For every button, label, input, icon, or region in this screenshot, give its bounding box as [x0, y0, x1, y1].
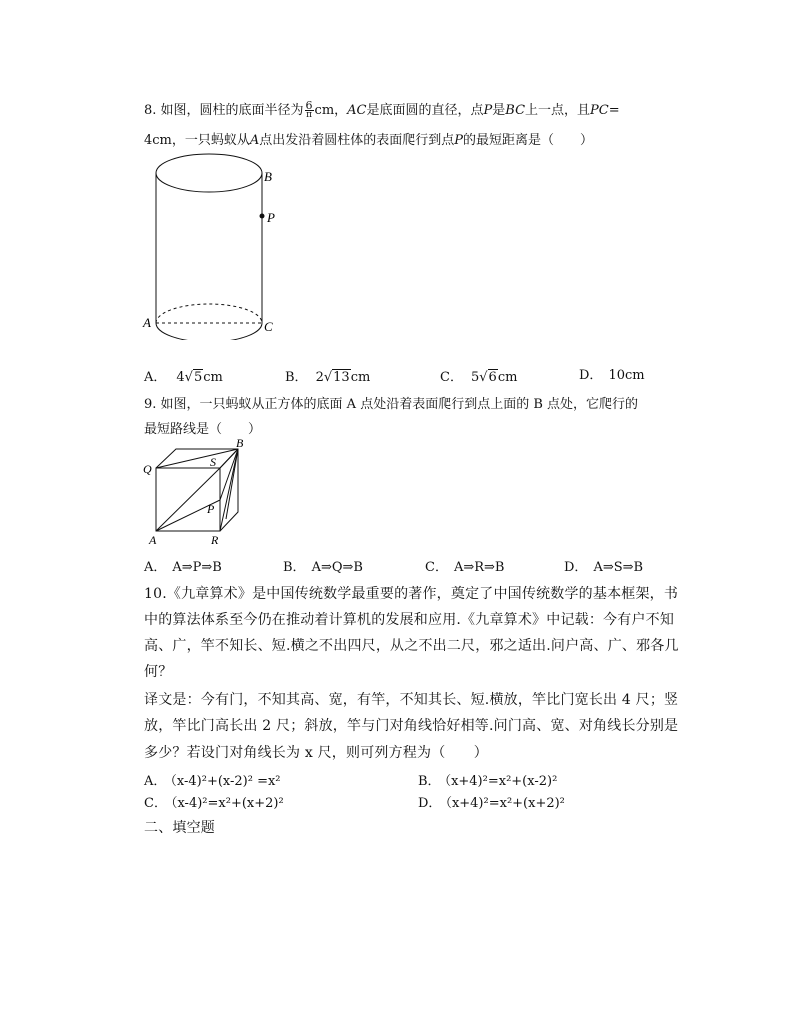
section-heading: 二、填空题 [144, 820, 215, 836]
q8-option-b: B． 2√13cm [285, 370, 371, 385]
label-r: R [211, 533, 219, 547]
q8-option-d: D． 10cm [579, 368, 645, 383]
q9-line1: 9. 如图，一只蚂蚁从正方体的底面 A 点处沿着表面爬行到点上面的 B 点处，它爬行的 [144, 397, 639, 412]
path-p-to-b [220, 449, 238, 500]
path-q-to-b [156, 449, 238, 468]
q10-line4: 何？ [144, 664, 173, 680]
cylinder-bottom-back-arc [156, 304, 262, 323]
label-a: A [149, 533, 157, 547]
q10-line5: 译文是：今有门，不知其高、宽，有竿，不知其长、短.横放，竿比门宽长出 4 尺；竖 [144, 692, 679, 708]
q9-line2: 最短路线是（ ） [144, 422, 262, 437]
label-b: B [236, 437, 244, 450]
q9-option-c: C． A⇒R⇒B [425, 560, 505, 575]
sqrt-symbol: √13 [323, 370, 350, 385]
q8-option-c: C． 5√6cm [440, 370, 518, 385]
label-p: P [267, 210, 275, 225]
q10-option-c: C． （x-4)²=x²+(x+2)² [144, 796, 284, 811]
q8-line2: 4cm，一只蚂蚁从A点出发沿着圆柱体的表面爬行到点P的最短距离是（ ） [144, 133, 594, 148]
fraction-6-over-pi: $\frac{6}{\pi}$ [305, 99, 313, 120]
label-c: C [264, 319, 273, 334]
q10-line1: 10.《九章算术》是中国传统数学最重要的著作，奠定了中国传统数学的基本框架，书 [144, 586, 679, 602]
q9-option-a: A． A⇒P⇒B [144, 560, 222, 575]
q10-line7: 多少？若设门对角线长为 x 尺，则可列方程为（ ） [144, 745, 488, 761]
label-s: S [210, 455, 216, 469]
label-q: Q [143, 462, 152, 476]
path-a-to-s [156, 468, 220, 531]
q9-option-b: B． A⇒Q⇒B [283, 560, 363, 575]
label-p: P [207, 502, 215, 516]
point-p-dot [260, 214, 265, 219]
q10-line2: 中的算法体系至今仍在推动着计算机的发展和应用.《九章算术》中记载：今有户不知 [144, 612, 675, 628]
q8-line1: 8. 如图，圆柱的底面半径为 $\frac{6}{\pi}$ cm，AC是底面圆的直径，点P是BC上一点，且PC= [144, 99, 620, 120]
q10-option-d: D． （x+4)²=x²+(x+2)² [418, 796, 565, 811]
q10-option-a: A． （x-4)²+(x-2)² =x² [144, 774, 281, 789]
label-b: B [264, 169, 272, 184]
cylinder-top-ellipse [156, 154, 262, 192]
sqrt-symbol: √5 [184, 370, 203, 385]
path-r-to-b [220, 449, 238, 531]
q9-option-d: D． A⇒S⇒B [564, 560, 644, 575]
q10-option-b: B． （x+4)²=x²+(x-2)² [418, 774, 558, 789]
q8-option-a: A． 4√5cm [144, 370, 223, 385]
cylinder-figure [140, 150, 290, 340]
q10-line6: 放，竿比门高长出 2 尺；斜放，竿与门对角线恰好相等.问门高、宽、对角线长分别是 [144, 718, 679, 734]
label-a: A [143, 315, 151, 330]
cylinder-bottom-front-arc [156, 323, 262, 340]
cube-figure [140, 437, 260, 547]
sqrt-symbol: √6 [479, 370, 497, 385]
q10-line3: 高、广，竿不知长、短.横之不出四尺，从之不出二尺，邪之适出.问户高、广、邪各几 [144, 638, 679, 654]
